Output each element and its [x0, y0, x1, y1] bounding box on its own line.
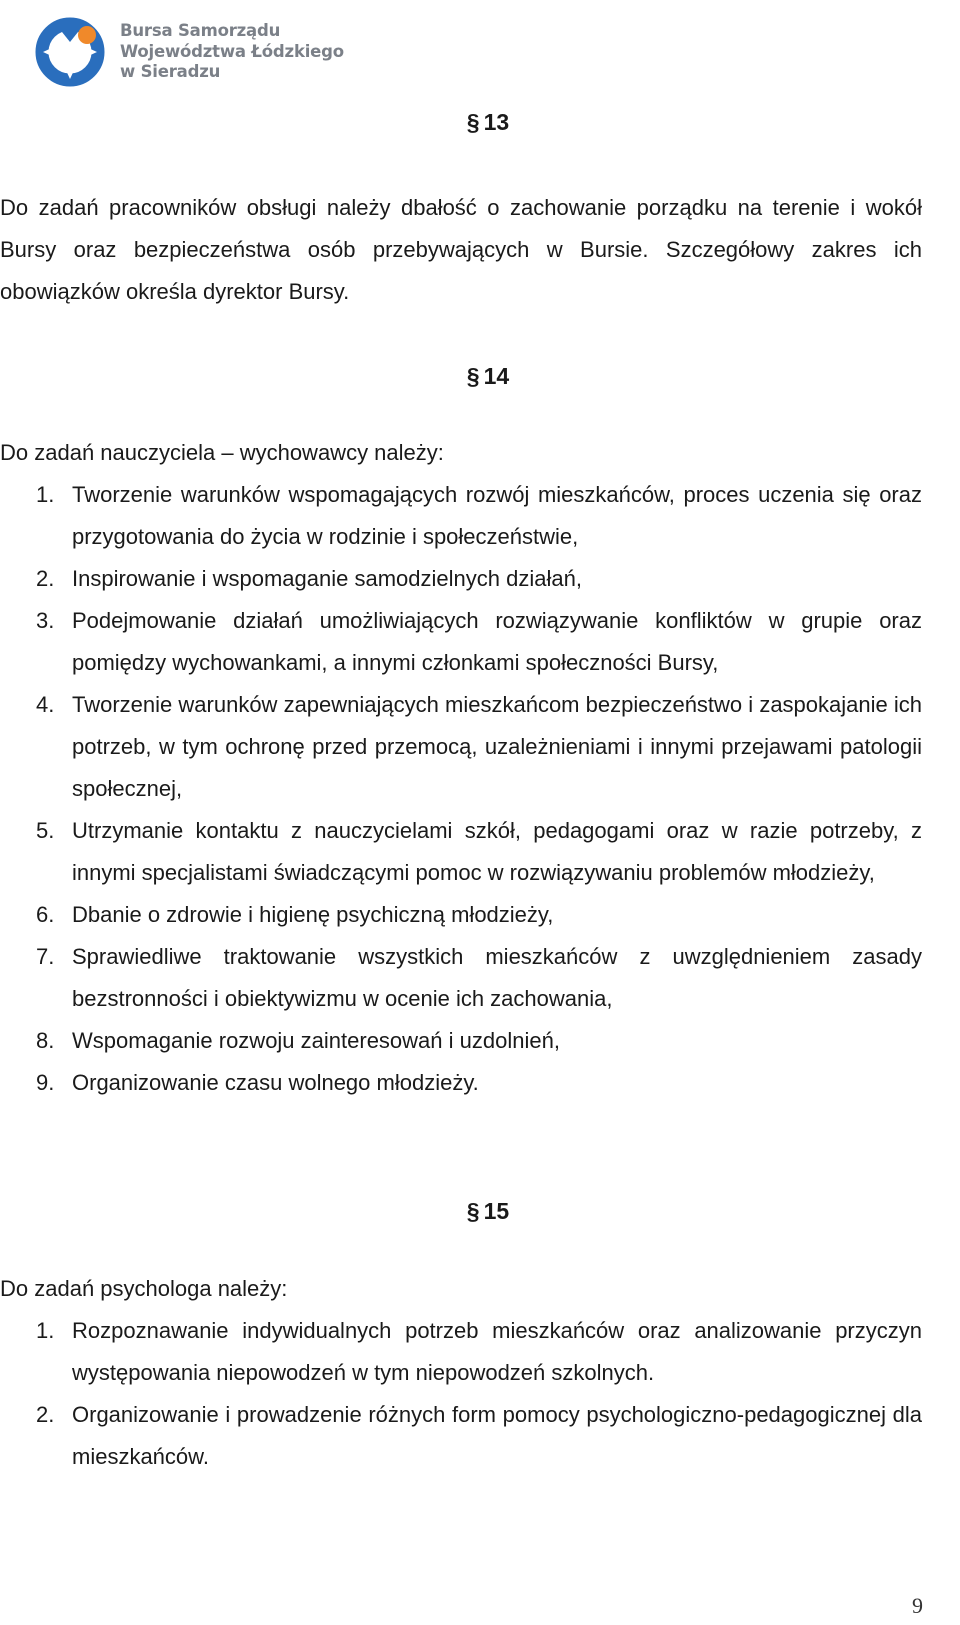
- logo-text: [120, 21, 344, 83]
- list-item: [0, 1310, 922, 1394]
- list-item-text: Inspirowanie i wspomaganie samodzielnych działań,: [72, 566, 582, 591]
- list-item-number: 1.: [36, 1318, 55, 1343]
- section-number: 15: [483, 1198, 510, 1224]
- list-item-number: 5.: [36, 818, 55, 843]
- section-symbol: §: [466, 109, 480, 135]
- list-item-number: 4.: [36, 692, 55, 717]
- list-item-text: Utrzymanie kontaktu z nauczycielami szkół, pedagogami oraz w razie potrzeby, z innymi specjalistami świadczącymi pomoc w rozwiązywaniu problemów młodzieży,: [72, 818, 922, 885]
- list-item-number: 6.: [36, 902, 55, 927]
- list-item-text: Tworzenie warunków wspomagających rozwój mieszkańców, proces uczenia się oraz przygotowania do życia w rodzinie i społeczeństwie,: [72, 482, 922, 549]
- section-heading-14: [0, 363, 960, 390]
- list-item-number: 9.: [36, 1070, 55, 1095]
- section-15-list: [0, 1310, 922, 1478]
- section-14-intro: Do zadań nauczyciela – wychowawcy należy:: [0, 440, 444, 465]
- section-number: 13: [483, 109, 510, 135]
- logo-line-2: Województwa Łódzkiego: [120, 41, 344, 61]
- list-item: [0, 810, 922, 894]
- list-item: [0, 936, 922, 1020]
- list-item-text: Wspomaganie rozwoju zainteresowań i uzdolnień,: [72, 1028, 560, 1053]
- list-item-number: 8.: [36, 1028, 55, 1053]
- list-item-number: 2.: [36, 1402, 55, 1427]
- list-item-text: Organizowanie czasu wolnego młodzieży.: [72, 1070, 479, 1095]
- list-item-text: Sprawiedliwe traktowanie wszystkich mieszkańców z uwzględnieniem zasady bezstronności i obiektywizmu w ocenie ich zachowania,: [72, 944, 922, 1011]
- section-heading-15: [0, 1198, 960, 1225]
- list-item-text: Podejmowanie działań umożliwiających rozwiązywanie konfliktów w grupie oraz pomiędzy wychowankami, a innymi członkami społeczności Bursy,: [72, 608, 922, 675]
- list-item: [0, 1062, 922, 1104]
- institution-logo: [34, 16, 344, 88]
- list-item: [0, 894, 922, 936]
- list-item: [0, 474, 922, 558]
- section-heading-13: [0, 109, 960, 136]
- list-item-text: Tworzenie warunków zapewniających mieszkańcom bezpieczeństwo i zaspokajanie ich potrzeb, w tym ochronę przed przemocą, uzależnieniami i innymi przejawami patologii społecznej,: [72, 692, 922, 801]
- list-item-text: Dbanie o zdrowie i higienę psychiczną młodzieży,: [72, 902, 554, 927]
- list-item: [0, 1394, 922, 1478]
- page-number: 9: [912, 1593, 923, 1618]
- section-15-intro: Do zadań psychologa należy:: [0, 1276, 288, 1301]
- section-number: 14: [483, 363, 510, 389]
- list-item: [0, 600, 922, 684]
- list-item-number: 3.: [36, 608, 55, 633]
- list-item-text: Rozpoznawanie indywidualnych potrzeb mieszkańców oraz analizowanie przyczyn występowania niepowodzeń w tym niepowodzeń szkolnych.: [72, 1318, 922, 1385]
- list-item-number: 1.: [36, 482, 55, 507]
- section-symbol: §: [466, 1198, 480, 1224]
- cross-in-ring-logo-icon: [34, 16, 106, 88]
- section-14-list: [0, 474, 922, 1104]
- list-item-text: Organizowanie i prowadzenie różnych form pomocy psychologiczno-pedagogicznej dla mieszkańców.: [72, 1402, 922, 1469]
- logo-line-3: w Sieradzu: [120, 62, 221, 82]
- list-item-number: 2.: [36, 566, 55, 591]
- logo-line-1: Bursa Samorządu: [120, 21, 281, 41]
- section-13-paragraph: Do zadań pracowników obsługi należy dbałość o zachowanie porządku na terenie i wokół Bursy oraz bezpieczeństwa osób przebywających w Bursie. Szczegółowy zakres ich obowiązków określa dyrektor Bursy.: [0, 195, 922, 304]
- list-item: [0, 1020, 922, 1062]
- list-item: [0, 684, 922, 810]
- list-item-number: 7.: [36, 944, 55, 969]
- section-symbol: §: [466, 363, 480, 389]
- list-item: [0, 558, 922, 600]
